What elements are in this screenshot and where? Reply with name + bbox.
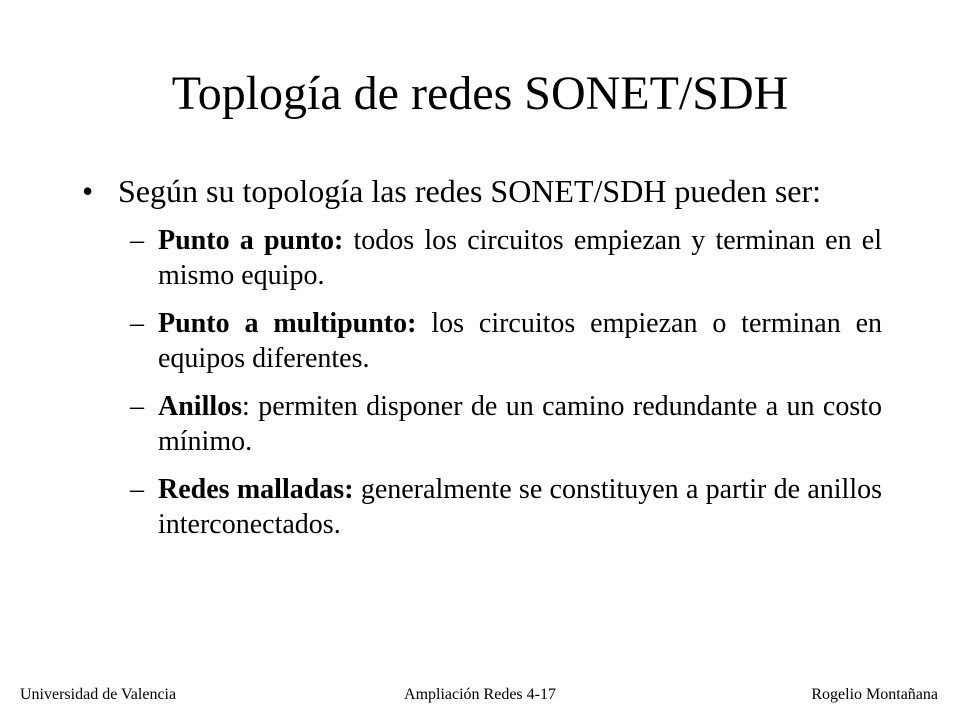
dash-marker: –	[130, 308, 144, 339]
sub-item-punto-a-punto	[130, 223, 882, 293]
bullet-item	[82, 172, 882, 210]
footer-author: Rogelio Montañana	[811, 686, 938, 703]
footer-university: Universidad de Valencia	[20, 686, 177, 703]
bullet-marker: •	[82, 173, 94, 209]
bullet-text: Según su topología las redes SONET/SDH pueden ser:	[118, 173, 822, 209]
sub-item-text: generalmente se constituyen a partir de anillos interconectados.	[158, 474, 882, 540]
sub-item-text: los circuitos empiezan o terminan en equipos diferentes.	[158, 308, 882, 374]
sub-list	[82, 223, 882, 542]
footer-course: Ampliación Redes 4-17	[404, 686, 556, 703]
sub-item-text: : permiten disponer de un camino redundante a un costo mínimo.	[158, 391, 882, 457]
sub-item-term: Redes malladas:	[158, 474, 354, 505]
sub-item-term: Anillos	[158, 391, 243, 422]
sub-item-redes-malladas	[130, 472, 882, 542]
slide-content	[82, 172, 882, 555]
dash-marker: –	[130, 391, 144, 422]
sub-item-term: Punto a multipunto:	[158, 308, 417, 339]
sub-item-punto-a-multipunto	[130, 306, 882, 376]
sub-item-term: Punto a punto:	[158, 225, 344, 256]
sub-item-text: todos los circuitos empiezan y terminan en el mismo equipo.	[158, 225, 882, 291]
sub-item-anillos	[130, 389, 882, 459]
dash-marker: –	[130, 225, 144, 256]
slide-title: Toplogía de redes SONET/SDH	[171, 67, 789, 120]
dash-marker: –	[130, 474, 144, 505]
